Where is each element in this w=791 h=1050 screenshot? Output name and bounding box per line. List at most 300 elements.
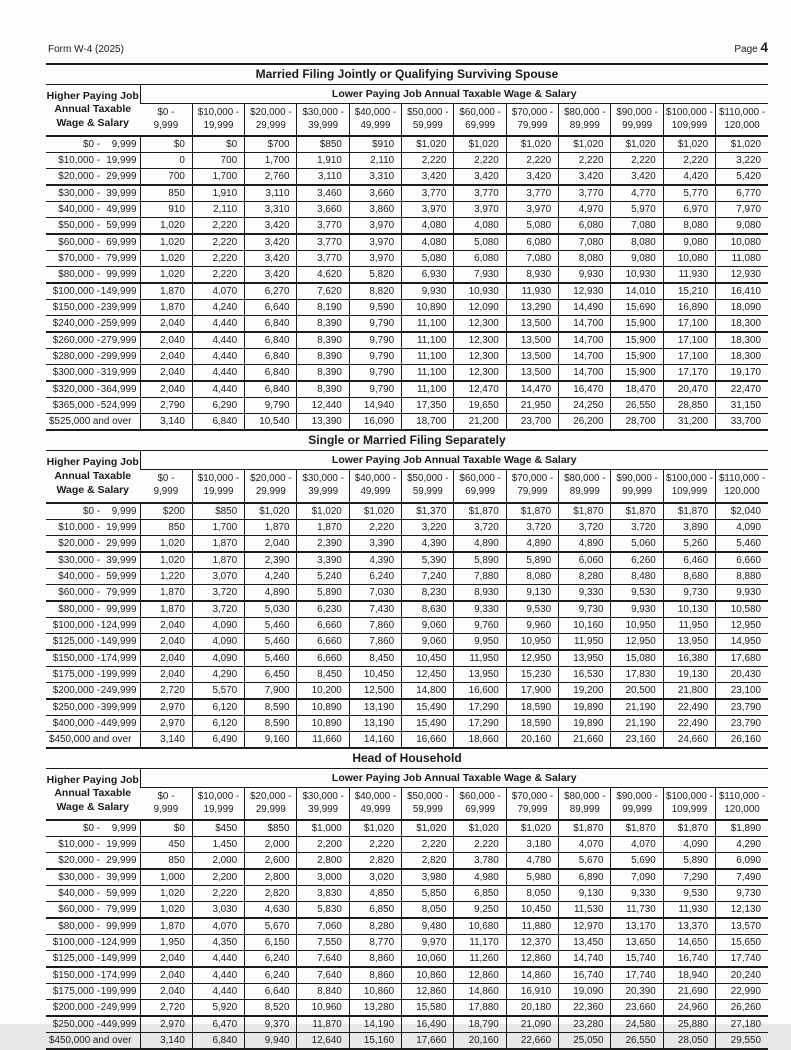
value-cell: 6,660 [716,552,768,569]
value-cell: 19,890 [559,715,611,731]
value-cell: 3,980 [402,869,454,886]
row-label-from: $0 - [82,139,100,151]
value-cell: 2,220 [192,886,244,902]
value-cell: 20,500 [611,682,663,699]
value-cell: 6,230 [297,601,349,618]
value-cell: 5,890 [506,552,558,569]
value-cell: 3,420 [245,218,297,235]
value-cell: 12,450 [402,666,454,682]
form-id-label: Form W-4 (2025) [48,44,124,55]
table-row [46,349,768,365]
value-cell: 3,110 [297,169,349,186]
value-cell: 7,860 [349,633,401,650]
table-title: Single or Married Filing Separately [46,430,768,451]
header-row [46,451,768,470]
value-cell: 4,080 [454,218,506,235]
value-cell: 3,830 [297,886,349,902]
header-row [46,768,768,787]
row-label [46,869,140,886]
value-cell: 5,460 [245,650,297,667]
value-cell: 8,080 [559,251,611,267]
value-cell: 12,500 [349,682,401,699]
value-cell: 6,080 [454,251,506,267]
value-cell: 9,530 [663,886,715,902]
col-header-range: $70,000 - 79,999 [506,104,558,137]
value-cell: 10,890 [297,715,349,731]
row-label [46,332,140,349]
row-label-from: $20,000 - [58,855,100,867]
table-row [46,381,768,398]
value-cell: 10,450 [402,650,454,667]
table-row [46,332,768,349]
value-cell: 10,890 [402,300,454,316]
value-cell: 23,790 [716,715,768,731]
row-label [46,837,140,853]
col-header-range: $80,000 - 89,999 [559,104,611,137]
value-cell: 21,190 [611,715,663,731]
col-header-range: $90,000 - 99,999 [611,470,663,503]
value-cell: 3,420 [245,251,297,267]
value-cell: 28,050 [663,1033,715,1050]
row-label-to: 174,999 [100,652,137,664]
row-label-from: $40,000 - [58,888,100,900]
row-label-to: 249,999 [100,684,137,696]
value-cell: 18,300 [716,316,768,333]
value-cell: 18,700 [402,414,454,430]
value-cell: 14,700 [559,365,611,382]
value-cell: 11,880 [506,918,558,935]
value-cell: 3,310 [349,169,401,186]
value-cell: 9,950 [454,633,506,650]
value-cell: $200 [140,503,192,520]
row-label-from: $200,000 - [52,1002,100,1014]
value-cell: 14,470 [506,381,558,398]
value-cell: 2,600 [245,853,297,870]
value-cell: 19,890 [559,699,611,716]
table-row [46,935,768,951]
value-cell: 13,170 [611,918,663,935]
value-cell: 2,800 [245,869,297,886]
value-cell: 3,720 [192,601,244,618]
value-cell: 4,440 [192,967,244,984]
table-row [46,633,768,650]
value-cell: 6,660 [297,633,349,650]
value-cell: $1,020 [506,136,558,153]
row-label [46,398,140,414]
table-row [46,886,768,902]
row-label [46,218,140,235]
value-cell: 8,450 [349,650,401,667]
value-cell: 12,470 [454,381,506,398]
value-cell: $0 [140,136,192,153]
value-cell: 5,060 [611,535,663,552]
tax-table [46,429,768,746]
row-label-to: 29,999 [106,171,137,183]
value-cell: 8,390 [297,381,349,398]
row-label-from: $0 - [82,823,100,835]
value-cell: 5,830 [297,902,349,919]
value-cell: 1,870 [192,535,244,552]
value-cell: 2,040 [245,535,297,552]
value-cell: 9,060 [402,633,454,650]
value-cell: 13,290 [506,300,558,316]
tax-table [46,747,768,1050]
value-cell: 4,090 [663,837,715,853]
col-header-range: $50,000 - 59,999 [402,470,454,503]
value-cell: $1,020 [506,820,558,837]
value-cell: 28,850 [663,398,715,414]
value-cell: 7,880 [454,568,506,584]
value-cell: 4,440 [192,381,244,398]
value-cell: 15,740 [611,951,663,968]
value-cell: 2,040 [140,332,192,349]
value-cell: 10,960 [297,1000,349,1017]
value-cell: 4,440 [192,365,244,382]
row-label-to: 19,999 [106,155,137,167]
value-cell: 13,370 [663,918,715,935]
row-label-from: $125,000 - [52,953,100,965]
value-cell: 3,770 [402,185,454,202]
value-cell: 6,470 [192,1016,244,1033]
value-cell: 20,160 [506,731,558,747]
value-cell: 15,650 [716,935,768,951]
value-cell: 3,220 [402,519,454,535]
value-cell: 2,220 [402,837,454,853]
col-header-range: $0 - 9,999 [140,470,192,503]
value-cell: 9,790 [349,332,401,349]
value-cell: 16,660 [402,731,454,747]
row-label [46,365,140,382]
value-cell: 24,960 [663,1000,715,1017]
value-cell: 6,840 [245,349,297,365]
value-cell: 7,900 [245,682,297,699]
table-row [46,837,768,853]
value-cell: 26,550 [611,398,663,414]
value-cell: 11,930 [663,902,715,919]
value-cell: 6,770 [716,185,768,202]
col-header-range: $100,000 - 109,999 [663,470,715,503]
value-cell: 28,700 [611,414,663,430]
value-cell: 10,080 [716,234,768,251]
value-cell: 3,720 [559,519,611,535]
row-label-to: 79,999 [106,904,137,916]
value-cell: 3,720 [611,519,663,535]
value-cell: 10,950 [506,633,558,650]
value-cell: $1,020 [245,503,297,520]
value-cell: 3,770 [297,234,349,251]
value-cell: 700 [192,153,244,169]
row-label-to: 199,999 [100,668,137,680]
row-label-to: 59,999 [106,220,137,232]
value-cell: 12,300 [454,365,506,382]
value-cell: 7,080 [559,234,611,251]
value-cell: 2,220 [192,267,244,284]
value-cell: 8,230 [402,584,454,601]
row-label-to: 259,999 [100,318,137,330]
value-cell: 3,720 [454,519,506,535]
value-cell: 14,950 [716,633,768,650]
value-cell: 10,860 [349,984,401,1000]
row-label [46,820,140,837]
value-cell: 11,100 [402,332,454,349]
value-cell: 6,840 [245,332,297,349]
value-cell: 13,500 [506,316,558,333]
row-label [46,300,140,316]
table-row [46,251,768,267]
value-cell: 14,800 [402,682,454,699]
value-cell: 15,900 [611,349,663,365]
value-cell: $850 [192,503,244,520]
value-cell: 1,700 [245,153,297,169]
value-cell: 2,220 [454,837,506,853]
value-cell: 2,720 [140,1000,192,1017]
value-cell: 12,950 [506,650,558,667]
value-cell: 9,790 [349,381,401,398]
value-cell: 17,830 [611,666,663,682]
value-cell: 2,220 [349,519,401,535]
value-cell: 21,800 [663,682,715,699]
col-ranges-row [46,787,768,820]
value-cell: 6,640 [245,300,297,316]
value-cell: 6,890 [559,869,611,886]
value-cell: 4,970 [559,202,611,218]
value-cell: 11,660 [297,731,349,747]
value-cell: 2,220 [506,153,558,169]
value-cell: 19,650 [454,398,506,414]
value-cell: 13,650 [611,935,663,951]
value-cell: 1,910 [297,153,349,169]
row-label [46,633,140,650]
row-label-to: 174,999 [100,970,137,982]
table-row [46,316,768,333]
value-cell: 8,390 [297,349,349,365]
value-cell: $1,870 [663,820,715,837]
value-cell: 22,490 [663,715,715,731]
value-cell: $1,870 [506,503,558,520]
value-cell: 3,720 [192,584,244,601]
value-cell: 16,890 [663,300,715,316]
value-cell: 17,290 [454,715,506,731]
value-cell: 11,170 [454,935,506,951]
value-cell: 9,080 [611,251,663,267]
value-cell: 3,770 [297,218,349,235]
row-label-to: 29,999 [106,855,137,867]
col-ranges-row [46,104,768,137]
value-cell: 12,860 [402,984,454,1000]
value-cell: 11,260 [454,951,506,968]
value-cell: 22,470 [716,381,768,398]
value-cell: 2,220 [192,218,244,235]
value-cell: 9,160 [245,731,297,747]
row-label-from: $250,000 - [52,701,100,713]
value-cell: 5,890 [663,853,715,870]
col-header-range: $0 - 9,999 [140,104,192,137]
row-label-text: $450,000 and over [49,1035,132,1047]
row-label-to: 149,999 [100,635,137,647]
value-cell: 21,200 [454,414,506,430]
row-label [46,935,140,951]
value-cell: 23,100 [716,682,768,699]
header-row [46,85,768,104]
value-cell: 9,080 [716,218,768,235]
col-header-range: $70,000 - 79,999 [506,787,558,820]
value-cell: 5,080 [454,234,506,251]
value-cell: 3,460 [297,185,349,202]
value-cell: 10,890 [297,699,349,716]
value-cell: 4,070 [192,283,244,300]
col-header-range: $60,000 - 69,999 [454,470,506,503]
table-row [46,666,768,682]
col-header-range: $0 - 9,999 [140,787,192,820]
row-label [46,902,140,919]
value-cell: 2,040 [140,349,192,365]
row-label [46,568,140,584]
row-label [46,169,140,186]
row-label-to: 99,999 [106,921,137,933]
value-cell: 3,770 [297,251,349,267]
value-cell: 6,840 [245,365,297,382]
value-cell: 19,200 [559,682,611,699]
value-cell: 1,020 [140,267,192,284]
value-cell: 18,300 [716,349,768,365]
value-cell: 8,080 [506,568,558,584]
value-cell: 3,420 [559,169,611,186]
value-cell: 6,240 [245,951,297,968]
value-cell: 8,520 [245,1000,297,1017]
value-cell: 8,050 [402,902,454,919]
value-cell: 2,040 [140,951,192,968]
value-cell: 13,450 [559,935,611,951]
value-cell: 8,480 [611,568,663,584]
value-cell: 3,720 [506,519,558,535]
value-cell: 8,390 [297,316,349,333]
value-cell: 9,130 [559,886,611,902]
value-cell: 8,050 [506,886,558,902]
value-cell: 1,870 [140,584,192,601]
value-cell: 3,420 [245,267,297,284]
value-cell: 2,040 [140,365,192,382]
value-cell: 10,080 [663,251,715,267]
row-header-title: Higher Paying Job Annual Taxable Wage & Salary [46,85,140,137]
value-cell: 1,220 [140,568,192,584]
value-cell: 6,240 [245,967,297,984]
row-label-from: $30,000 - [58,872,100,884]
row-label-from: $250,000 - [52,1019,100,1031]
value-cell: 33,700 [716,414,768,430]
value-cell: 2,220 [349,837,401,853]
value-cell: 2,970 [140,699,192,716]
row-label-from: $30,000 - [58,554,100,566]
value-cell: 3,970 [454,202,506,218]
value-cell: $0 [192,136,244,153]
col-header-range: $60,000 - 69,999 [454,104,506,137]
table-row [46,153,768,169]
value-cell: 5,080 [402,251,454,267]
table-row [46,918,768,935]
value-cell: 4,290 [716,837,768,853]
value-cell: 2,760 [245,169,297,186]
value-cell: 850 [140,185,192,202]
value-cell: 8,930 [454,584,506,601]
value-cell: 2,820 [402,853,454,870]
page-number-label [734,40,768,55]
table-title-row [46,64,768,85]
value-cell: 3,110 [245,185,297,202]
row-label-to: 19,999 [106,521,137,533]
value-cell: 10,930 [611,267,663,284]
value-cell: 26,260 [716,1000,768,1017]
value-cell: 6,660 [297,650,349,667]
row-label-to: 124,999 [100,937,137,949]
value-cell: 12,970 [559,918,611,935]
value-cell: $1,020 [663,136,715,153]
value-cell: 24,250 [559,398,611,414]
row-label [46,267,140,284]
row-label-from: $80,000 - [58,921,100,933]
value-cell: 8,820 [349,283,401,300]
row-label-from: $10,000 - [58,839,100,851]
value-cell: 3,660 [297,202,349,218]
value-cell: 1,000 [140,869,192,886]
value-cell: 5,460 [716,535,768,552]
value-cell: 4,240 [245,568,297,584]
value-cell: 2,040 [140,316,192,333]
value-cell: 1,700 [192,519,244,535]
value-cell: 12,370 [506,935,558,951]
row-label [46,349,140,365]
row-label-from: $175,000 - [52,986,100,998]
value-cell: 2,220 [559,153,611,169]
value-cell: 9,960 [506,617,558,633]
row-label-to: 449,999 [100,1019,137,1031]
row-label-from: $60,000 - [58,904,100,916]
value-cell: 5,920 [192,1000,244,1017]
value-cell: 10,860 [402,967,454,984]
value-cell: 7,030 [349,584,401,601]
value-cell: 10,680 [454,918,506,935]
value-cell: $0 [140,820,192,837]
row-label-from: $150,000 - [52,652,100,664]
col-header-range: $40,000 - 49,999 [349,470,401,503]
value-cell: 6,840 [245,316,297,333]
value-cell: 7,060 [297,918,349,935]
row-label-to: 59,999 [106,570,137,582]
value-cell: 23,660 [611,1000,663,1017]
value-cell: 3,140 [140,414,192,430]
col-header-range: $10,000 - 19,999 [192,787,244,820]
value-cell: 5,390 [402,552,454,569]
value-cell: 4,390 [349,552,401,569]
page-header [46,40,768,55]
value-cell: 3,030 [192,902,244,919]
col-header-range: $70,000 - 79,999 [506,470,558,503]
value-cell: 1,870 [245,519,297,535]
row-label-from: $40,000 - [58,204,100,216]
value-cell: 2,040 [140,381,192,398]
value-cell: 4,890 [559,535,611,552]
value-cell: 17,900 [506,682,558,699]
row-label [46,153,140,169]
row-label-to: 49,999 [106,204,137,216]
col-header-range: $50,000 - 59,999 [402,787,454,820]
value-cell: 11,100 [402,316,454,333]
value-cell: $1,870 [559,503,611,520]
value-cell: $1,020 [402,136,454,153]
value-cell: 6,090 [716,853,768,870]
value-cell: 4,070 [559,837,611,853]
value-cell: $2,040 [716,503,768,520]
value-cell: 7,080 [611,218,663,235]
